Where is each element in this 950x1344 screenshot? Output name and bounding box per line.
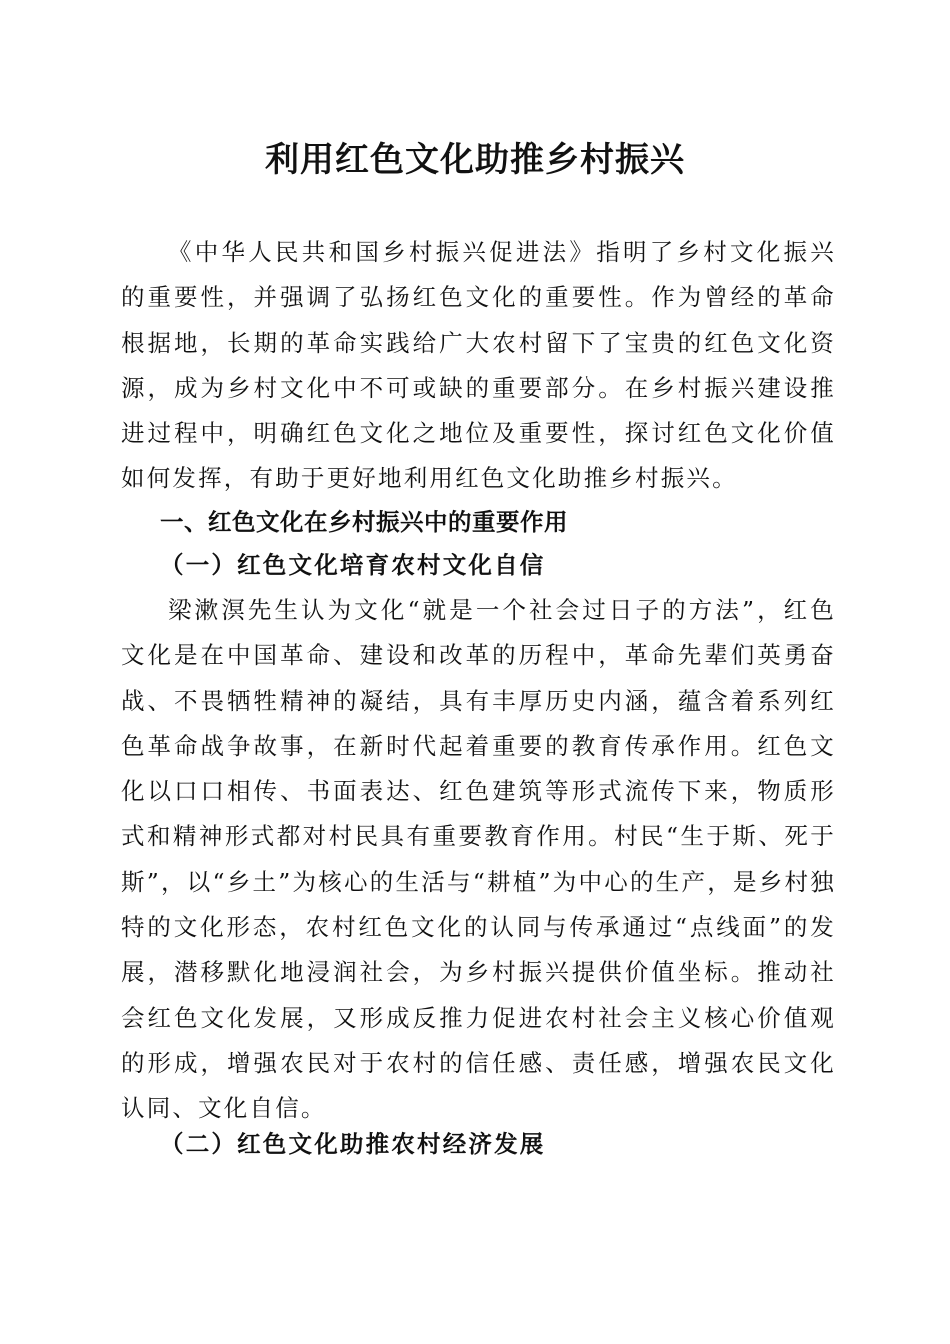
body-paragraph-2: 梁漱溟先生认为文化“就是一个社会过日子的方法”，红色文化是在中国革命、建设和改革的历程中，革命先辈们英勇奋战、不畏牺牲精神的凝结，具有丰厚历史内涵，蕴含着系列红色革命战争故事，在新时代起着重要的教育传承作用。红色文化以口口相传、书面表达、红色建筑等形式流传下来，物质形式和精神形式都对村民具有重要教育作用。村民“生于斯、死于斯”，以“乡土”为核心的生活与“耕植”为中心的生产，是乡村独特的文化形态，农村红色文化的认同与传承通过“点线面”的发展，潜移默化地浸润社会，为乡村振兴提供价值坐标。推动社会红色文化发展，又形成反推力促进农村社会主义核心价值观的形成，增强农民对于农村的信任感、责任感，增强农民文化认同、文化自信。 (121, 596, 836, 1123)
section-heading-1: 一、红色文化在乡村振兴中的重要作用 (160, 508, 568, 536)
subsection-heading-2: （二）红色文化助推农村经济发展 (160, 1130, 546, 1158)
subsection-heading-1: （一）红色文化培育农村文化自信 (160, 551, 546, 579)
document-title: 利用红色文化助推乡村振兴 (265, 140, 685, 180)
intro-paragraph: 《中华人民共和国乡村振兴促进法》指明了乡村文化振兴的重要性，并强调了弘扬红色文化的重要性。作为曾经的革命根据地，长期的革命实践给广大农村留下了宝贵的红色文化资源，成为乡村文化中不可或缺的重要部分。在乡村振兴建设推进过程中，明确红色文化之地位及重要性，探讨红色文化价值如何发挥，有助于更好地利用红色文化助推乡村振兴。 (121, 238, 836, 493)
